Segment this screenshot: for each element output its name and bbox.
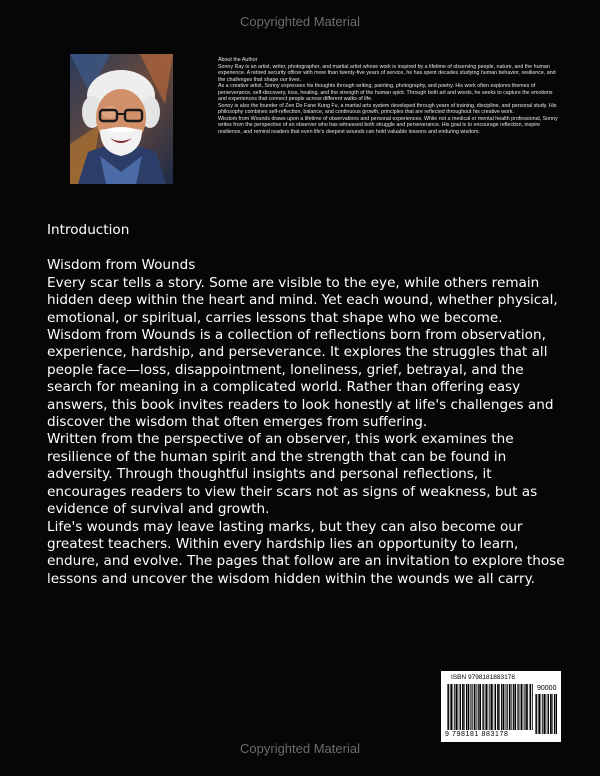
intro-paragraph: Written from the perspective of an observer, this work examines the resilience of the human spirit and the strength that can be found in adversity. Through thoughtful insights and personal reflections, it encourages readers to view their scars not as signs of weakness, but as evidence of survival and growth. bbox=[47, 431, 538, 518]
book-title: Wisdom from Wounds bbox=[47, 257, 196, 274]
price-barcode-bars bbox=[535, 694, 557, 734]
author-portrait bbox=[70, 54, 173, 184]
intro-paragraph: Every scar tells a story. Some are visible to the eye, while others remain hidden deep within the heart and mind. Yet each wound, whether physical, emotional, or spiritual, carries lessons that shape who we become. bbox=[47, 274, 558, 326]
about-paragraph: Sonny Ray is an artist, writer, photographer, and martial artist whose work is inspired by a lifetime of observing people, nature, and the human experience. A retired security officer with more than twenty-five years of service, he has spent decades studying human behavior, resilience, and the challenges that shape our lives. bbox=[218, 63, 556, 83]
barcode-bars bbox=[447, 684, 533, 734]
isbn-label: ISBN 9798181883178 bbox=[451, 674, 515, 681]
introduction-section bbox=[47, 222, 567, 588]
about-the-author bbox=[218, 57, 558, 135]
introduction-heading: Introduction bbox=[47, 222, 130, 238]
copyright-watermark-bottom: Copyrighted Material bbox=[240, 741, 360, 756]
about-paragraph: Sonny is also the founder of Zen Do Fane Kung Fu, a martial arts system developed through years of training, discipline, and personal study. His philosophy combines self-reflection, balance, and continuous growth, principles that are reflected throughout his creative work. bbox=[218, 102, 557, 115]
about-paragraph: As a creative artist, Sonny expresses his thoughts through writing, painting, photography, and poetry. His work often explores themes of perseverance, self-discovery, loss, healing, and the strength of the human spirit. Through both art and words, he seeks to capture the emotions and experiences that connect people across different walks of life. bbox=[218, 83, 553, 102]
author-portrait-painting bbox=[70, 54, 173, 184]
intro-paragraph: Life's wounds may leave lasting marks, but they can also become our greatest teachers. Within every hardship lies an opportunity to learn, endure, and evolve. The pages that follow are an invitation to explore those lessons and uncover the wisdom hidden within the wounds we all carry. bbox=[47, 518, 565, 587]
intro-paragraph: Wisdom from Wounds is a collection of reflections born from observation, experience, hardship, and perseverance. It explores the struggles that all people face—loss, disappointment, loneliness, grief, betrayal, and the search for meaning in a complicated world. Rather than offering easy answers, this book invites readers to look honestly at life's challenges and discover the wisdom that often emerges from suffering. bbox=[47, 327, 554, 431]
isbn-barcode bbox=[441, 671, 561, 742]
price-code: 90000 bbox=[537, 685, 557, 692]
copyright-watermark-top: Copyrighted Material bbox=[240, 14, 360, 29]
about-paragraph: Wisdom from Wounds draws upon a lifetime of observations and personal experiences. While not a medical or mental health professional, Sonny writes from the perspective of an observer who has witnessed both struggle and perseverance. His goal is to encourage reflection, inspire resilience, and remind readers that even life's deepest wounds can hold valuable lessons and enduring wisdom. bbox=[218, 115, 558, 135]
about-heading: About the Author bbox=[218, 57, 258, 63]
barcode-digits: 9 798181 883178 bbox=[445, 731, 509, 738]
